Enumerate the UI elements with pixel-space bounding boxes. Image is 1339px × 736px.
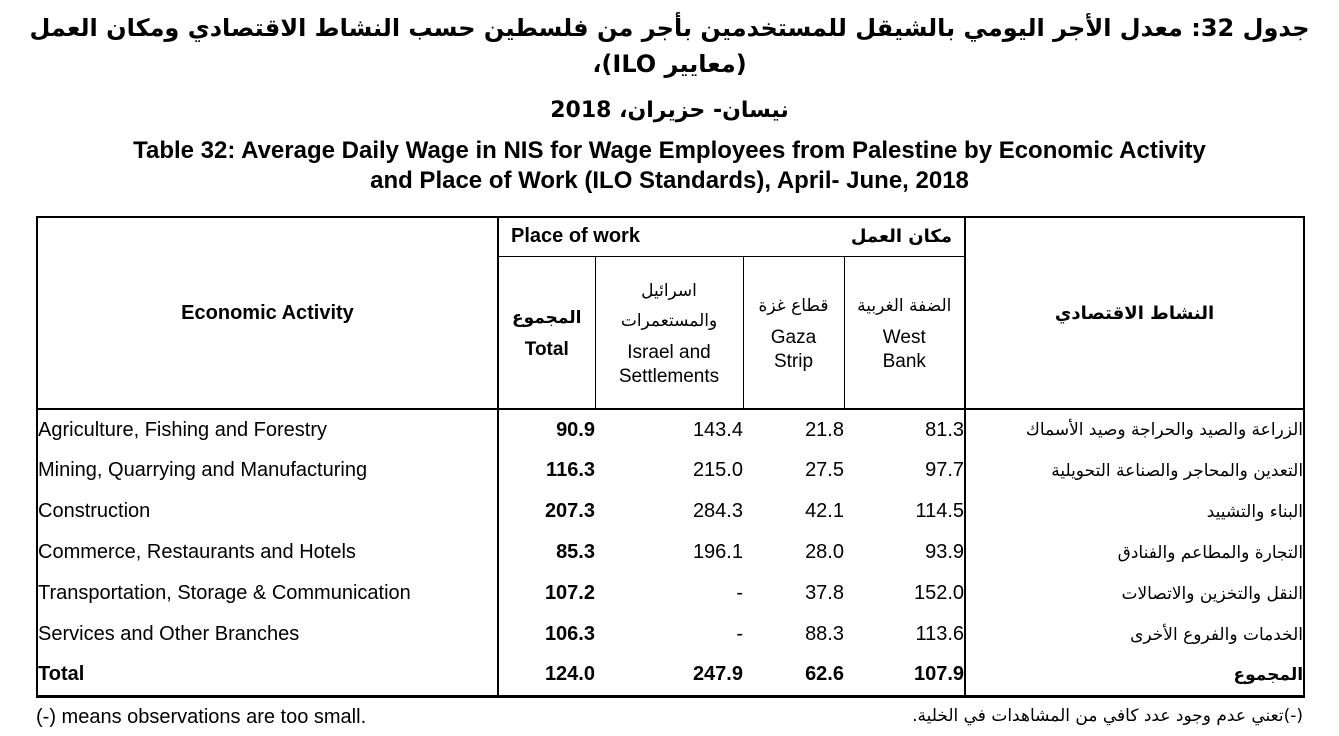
activity-name-ar: التجارة والمطاعم والفنادق: [965, 532, 1304, 573]
column-header-total-en: Total: [524, 338, 569, 360]
column-header-israel-en: Israel and Settlements: [618, 341, 720, 387]
value-gaza-strip: 37.8: [805, 582, 844, 604]
table-row: [37, 532, 1304, 573]
value-west-bank: 81.3: [925, 418, 965, 441]
activity-name-en: Commerce, Restaurants and Hotels: [37, 532, 498, 573]
value-israel-settlements: 215.0: [692, 459, 743, 481]
table-title-english-line1: Table 32: Average Daily Wage in NIS for Wage Employees from Palestine by Economic Activity: [133, 137, 1206, 164]
activity-name-ar: البناء والتشييد: [965, 491, 1304, 532]
value-israel-settlements: 247.9: [692, 663, 743, 686]
value-west-bank: 97.7: [925, 459, 965, 481]
table-total-row: [37, 655, 1304, 696]
column-header-israel-settlements: [595, 256, 743, 409]
header-place-of-work: [498, 217, 965, 256]
footnote-arabic: (-)تعني عدم وجود عدد كافي من المشاهدات في الخلية.: [912, 705, 1303, 726]
column-header-total: [498, 256, 595, 409]
column-header-total-ar: المجموع: [511, 307, 582, 328]
table-row: [37, 573, 1304, 614]
activity-name-ar: التعدين والمحاجر والصناعة التحويلية: [965, 450, 1304, 491]
value-west-bank: 152.0: [913, 582, 965, 604]
table-header-group-row: [37, 217, 1304, 256]
place-of-work-label-ar: مكان العمل: [850, 226, 953, 248]
value-total: 207.3: [544, 500, 595, 522]
table-title-english-line2: and Place of Work (ILO Standards), April- June, 2018: [370, 167, 969, 194]
footnote-english: (-) means observations are too small.: [36, 705, 367, 728]
value-gaza-strip: 21.8: [805, 418, 844, 441]
value-israel-settlements: -: [736, 582, 743, 604]
value-gaza-strip: 62.6: [805, 663, 844, 686]
activity-name-en: Transportation, Storage & Communication: [37, 573, 498, 614]
column-header-israel-ar: اسرائيل والمستعمرات: [620, 280, 718, 332]
activity-name-ar: النقل والتخزين والاتصالات: [965, 573, 1304, 614]
place-of-work-label-en: Place of work: [511, 225, 640, 248]
header-economic-activity-ar: النشاط الاقتصادي: [965, 217, 1304, 409]
activity-name-ar: الزراعة والصيد والحراجة وصيد الأسماك: [965, 409, 1304, 450]
column-header-west-bank-en: West Bank: [882, 326, 926, 372]
value-west-bank: 114.5: [915, 500, 965, 522]
activity-name-en: Mining, Quarrying and Manufacturing: [37, 450, 498, 491]
value-israel-settlements: 143.4: [692, 418, 743, 441]
value-total: 106.3: [544, 623, 595, 645]
value-gaza-strip: 88.3: [805, 623, 844, 645]
table-row: [37, 614, 1304, 655]
value-israel-settlements: -: [736, 623, 743, 645]
activity-name-en: Total: [37, 655, 498, 696]
value-total: 124.0: [544, 663, 595, 686]
footnotes: [36, 706, 1303, 729]
value-gaza-strip: 28.0: [805, 541, 844, 563]
value-total: 107.2: [544, 582, 595, 604]
value-west-bank: 113.6: [915, 623, 965, 645]
value-total: 90.9: [556, 418, 595, 441]
value-west-bank: 107.9: [913, 663, 965, 686]
column-header-gaza-strip: [743, 256, 844, 409]
activity-name-ar: المجموع: [965, 655, 1304, 696]
column-header-west-bank-ar: الضفة الغربية: [857, 295, 952, 316]
header-economic-activity-en: Economic Activity: [37, 217, 498, 409]
activity-name-en: Construction: [37, 491, 498, 532]
table-row: [37, 450, 1304, 491]
wage-table: [36, 216, 1305, 698]
table-title-english: [0, 136, 1339, 196]
value-total: 85.3: [556, 541, 595, 563]
value-israel-settlements: 196.1: [692, 541, 743, 563]
value-israel-settlements: 284.3: [692, 500, 743, 522]
value-gaza-strip: 42.1: [805, 500, 844, 522]
column-header-west-bank: [844, 256, 965, 409]
value-gaza-strip: 27.5: [805, 459, 844, 481]
activity-name-en: Services and Other Branches: [37, 614, 498, 655]
value-total: 116.3: [546, 459, 595, 481]
table-title-arabic-line1: جدول 32: معدل الأجر اليومي بالشيقل للمستخدمين بأجر من فلسطين حسب النشاط الاقتصادي ومكان العمل (معايير ILO)،: [29, 14, 1310, 78]
value-west-bank: 93.9: [925, 541, 965, 563]
activity-name-en: Agriculture, Fishing and Forestry: [37, 409, 498, 450]
table-row: [37, 491, 1304, 532]
column-header-gaza-en: Gaza Strip: [770, 326, 817, 372]
column-header-gaza-ar: قطاع غزة: [758, 295, 829, 316]
table-row: [37, 409, 1304, 450]
activity-name-ar: الخدمات والفروع الأخرى: [965, 614, 1304, 655]
table-title-arabic-line2: نيسان- حزيران، 2018: [550, 98, 789, 123]
